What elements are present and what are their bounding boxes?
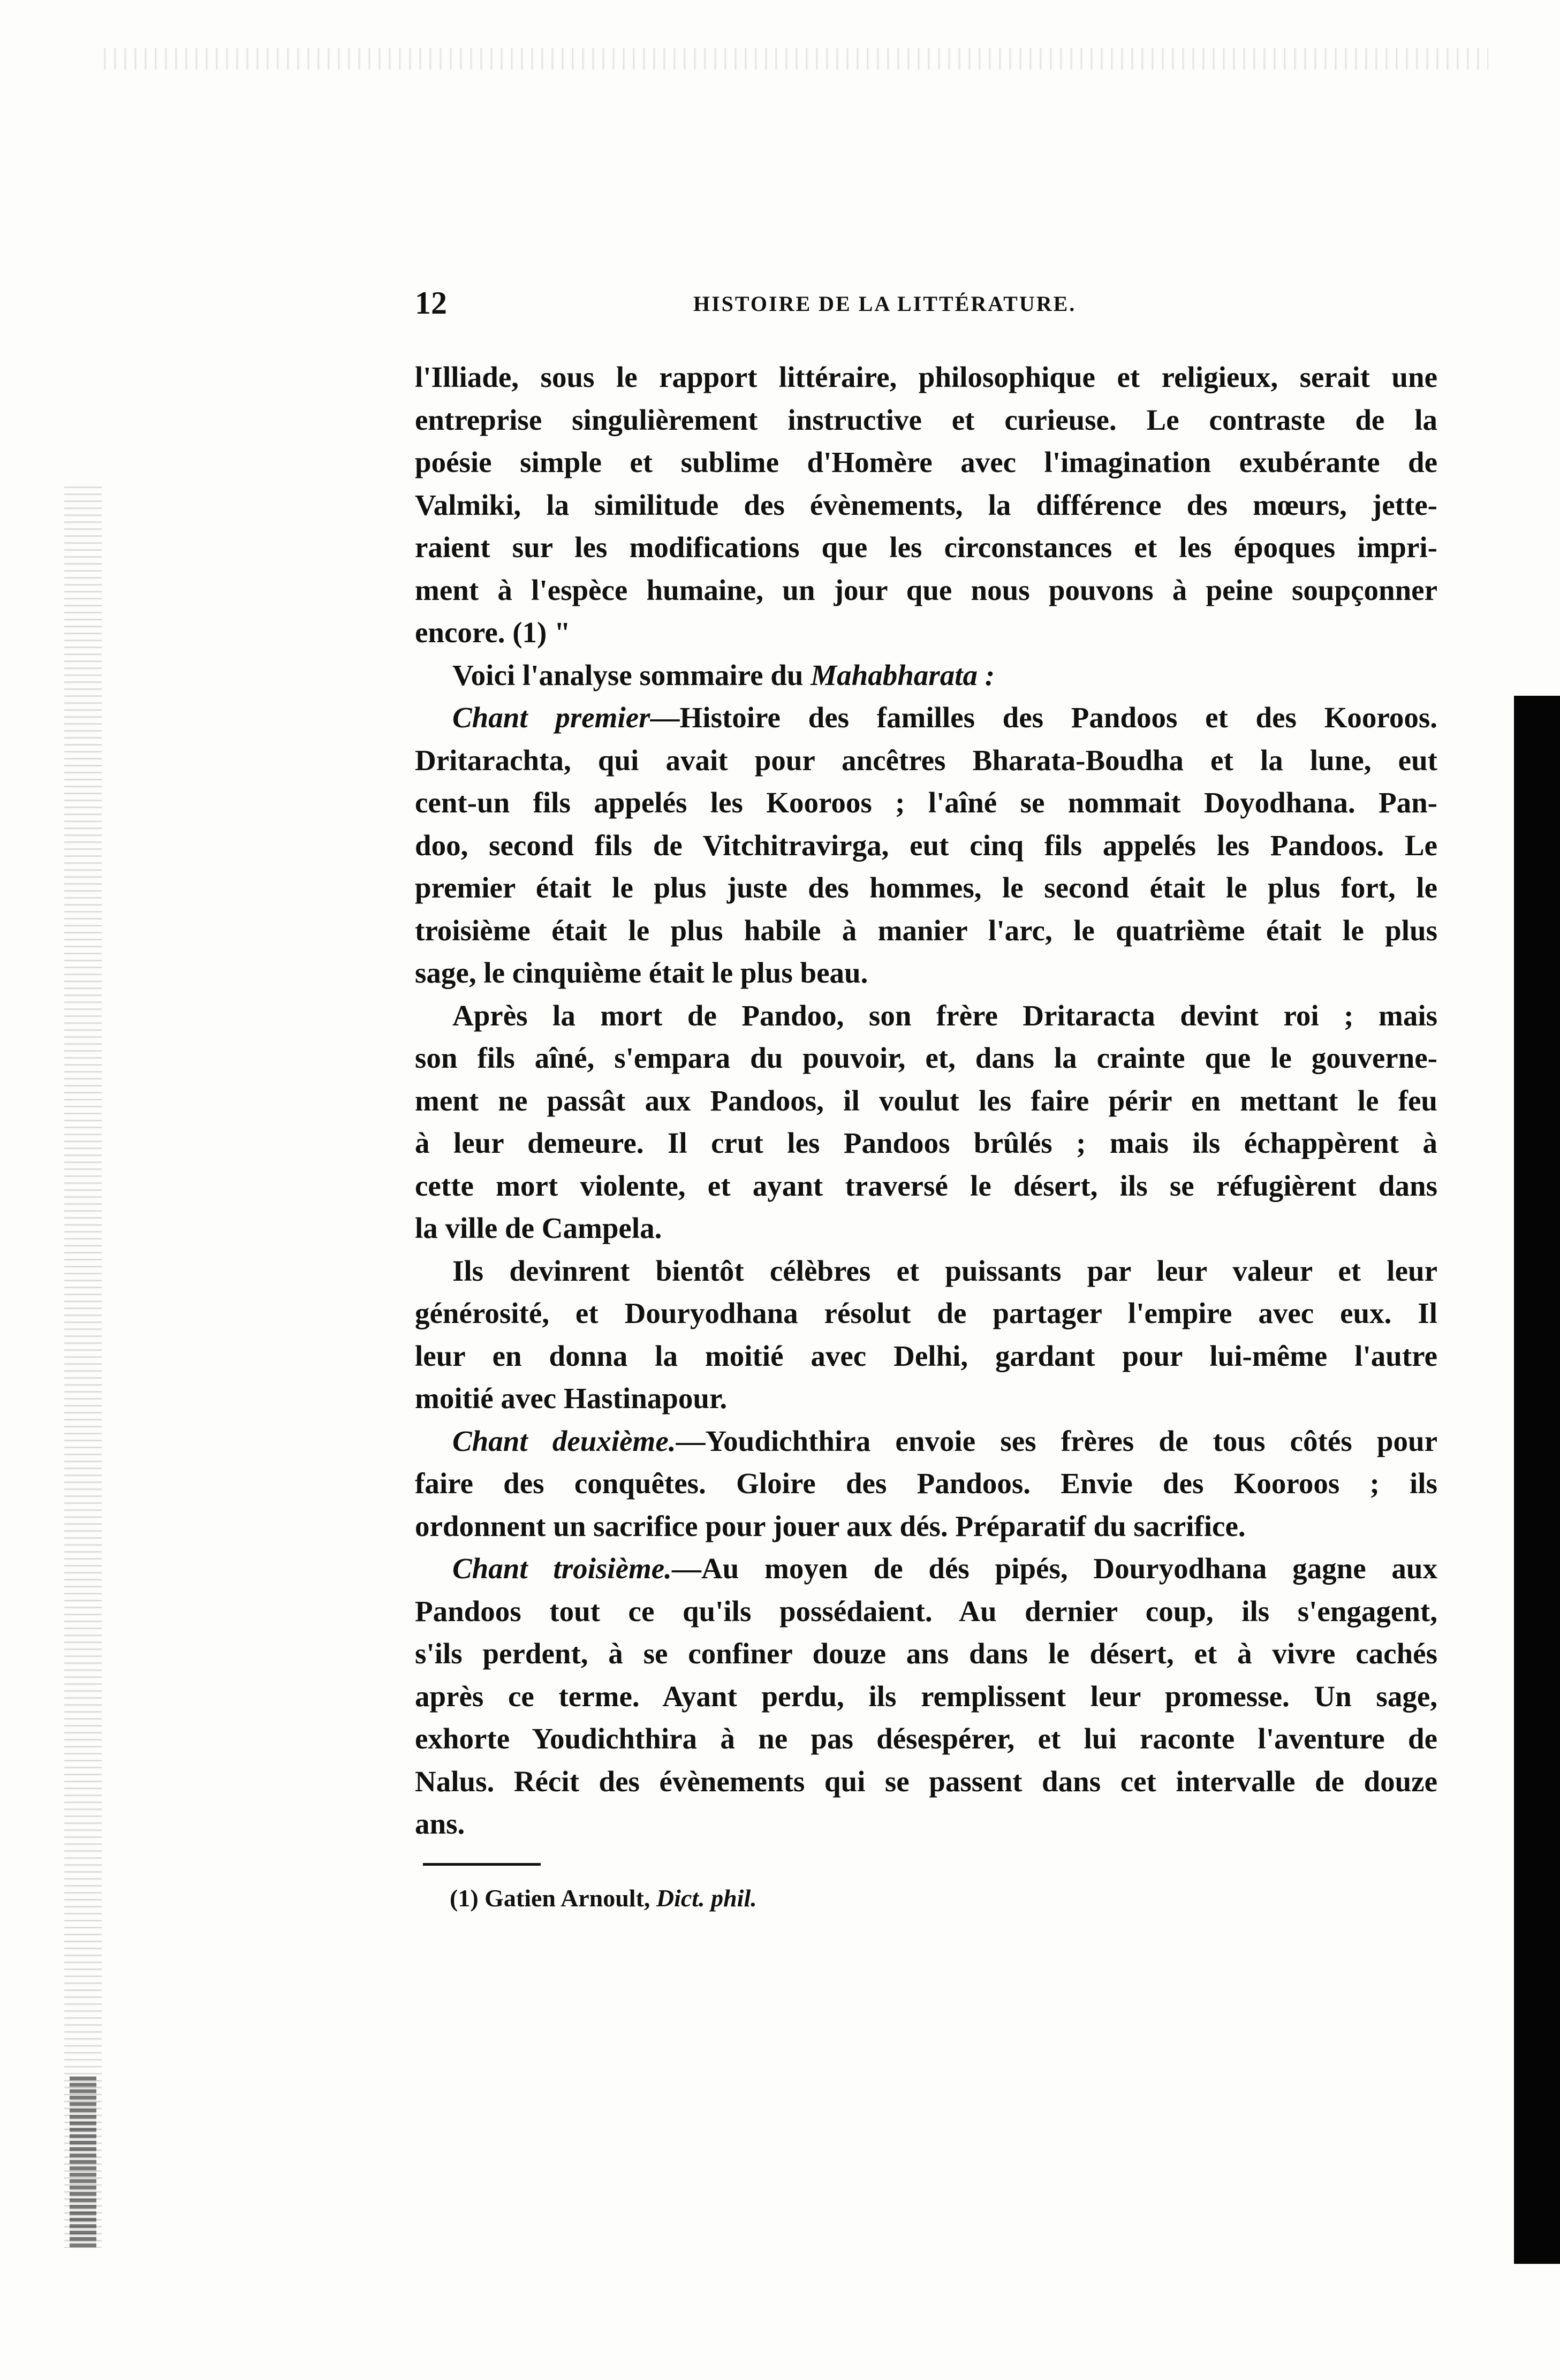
text-line: Nalus. Récit des évènements qui se passent dans cet intervalle de douze [415, 1765, 1437, 1798]
text-line: cette mort violente, et ayant traversé le désert, ils se réfugièrent dans [415, 1169, 1437, 1202]
scan-noise-left-dark [70, 2077, 96, 2248]
text-line: doo, second fils de Vitchitravirga, eut cinq fils appelés les Pandoos. Le [415, 828, 1437, 862]
text-line: leur en donna la moitié avec Delhi, gardant pour lui-même l'autre [415, 1339, 1437, 1372]
text-line: sage, le cinquième était le plus beau. [415, 956, 868, 989]
chant-2-label: Chant deuxième. [452, 1424, 676, 1457]
footnote-author: Gatien Arnoult, [484, 1884, 650, 1912]
text-line: troisième était le plus habile à manier l'arc, le quatrième était le plus [415, 914, 1437, 947]
text-line: Ils devinrent bientôt célèbres et puissants par leur valeur et leur [452, 1254, 1437, 1287]
footnote-rule [423, 1863, 541, 1866]
text-line: faire des conquêtes. Gloire des Pandoos. Envie des Kooroos ; ils [415, 1467, 1437, 1500]
scan-edge-bar [1514, 696, 1560, 2264]
body-text [415, 356, 1437, 1845]
chant-3-text: —Au moyen de dés pipés, Douryodhana gagne aux [671, 1552, 1438, 1585]
text-line: Dritarachta, qui avait pour ancêtres Bharata-Boudha et la lune, eut [415, 743, 1437, 777]
text-line: Pandoos tout ce qu'ils possédaient. Au dernier coup, ils s'engagent, [415, 1594, 1437, 1628]
text-line: s'ils perdent, à se confiner douze ans dans le désert, et à vivre cachés [415, 1637, 1437, 1670]
chant-1-label: Chant premier [452, 701, 650, 734]
paragraph-intro [415, 654, 1437, 697]
paragraph-story-2 [415, 1250, 1437, 1420]
text-line: à leur demeure. Il crut les Pandoos brûlés ; mais ils échappèrent à [415, 1127, 1437, 1159]
paragraph-chant-2 [415, 1420, 1437, 1548]
text-line: ment à l'espèce humaine, un jour que nous pouvons à peine soupçonner [415, 573, 1437, 606]
text-line: cent-un fils appelés les Kooroos ; l'aîné se nommait Doyodhana. Pan- [415, 786, 1437, 819]
chant-1-text: —Histoire des familles des Pandoos et des Kooroos. [650, 701, 1437, 734]
chant-2-text: —Youdichthira envoie ses frères de tous côtés pour [676, 1424, 1438, 1457]
work-title: Mahabharata : [811, 658, 995, 691]
text-line: ment ne passât aux Pandoos, il voulut les faire périr en mettant le feu [415, 1084, 1437, 1117]
running-head [415, 285, 1459, 322]
text-line: exhorte Youdichthira à ne pas désespérer, et lui raconte l'aventure de [415, 1722, 1437, 1755]
footnote-marker: (1) [450, 1884, 479, 1912]
text-line [415, 1547, 1437, 1590]
intro-text: Voici l'analyse sommaire du [452, 658, 811, 691]
text-line: générosité, et Douryodhana résolut de partager l'empire avec eux. Il [415, 1297, 1437, 1329]
text-line: la ville de Campela. [415, 1212, 662, 1244]
text-line: son fils aîné, s'empara du pouvoir, et, dans la crainte que le gouverne- [415, 1041, 1437, 1074]
text-line: ans. [415, 1807, 465, 1840]
text-line [415, 1420, 1437, 1463]
text-line: moitié avec Hastinapour. [415, 1382, 728, 1415]
text-line: encore. (1) " [415, 616, 571, 649]
footnote [450, 1884, 757, 1912]
running-title: HISTOIRE DE LA LITTÉRATURE. [693, 292, 1077, 316]
paragraph-chant-1 [415, 696, 1437, 994]
text-line: l'Illiade, sous le rapport littéraire, philosophique et religieux, serait une [415, 361, 1437, 393]
text-line: poésie simple et sublime d'Homère avec l'imagination exubérante de [415, 446, 1437, 478]
footnote-source: Dict. phil. [656, 1884, 757, 1912]
text-line: raient sur les modifications que les circonstances et les époques impri- [415, 531, 1437, 564]
paragraph-chant-3 [415, 1547, 1437, 1845]
text-line: entreprise singulièrement instructive et curieuse. Le contraste de la [415, 403, 1437, 436]
text-line: ordonnent un sacrifice pour jouer aux dés. Préparatif du sacrifice. [415, 1509, 1246, 1542]
text-line [415, 696, 1437, 739]
scan-noise-top [96, 48, 1488, 70]
text-line: après ce terme. Ayant perdu, ils remplissent leur promesse. Un sage, [415, 1679, 1437, 1713]
paragraph-story-1 [415, 994, 1437, 1250]
text-line: premier était le plus juste des hommes, le second était le plus fort, le [415, 871, 1437, 904]
chant-3-label: Chant troisième. [452, 1552, 672, 1585]
paragraph-continuation [415, 356, 1437, 654]
text-line: Valmiki, la similitude des évènements, la différence des mœurs, jette- [415, 488, 1437, 521]
page-number: 12 [415, 285, 447, 321]
text-line: Après la mort de Pandoo, son frère Dritaracta devint roi ; mais [452, 999, 1437, 1032]
scan-noise-left [64, 482, 102, 2248]
